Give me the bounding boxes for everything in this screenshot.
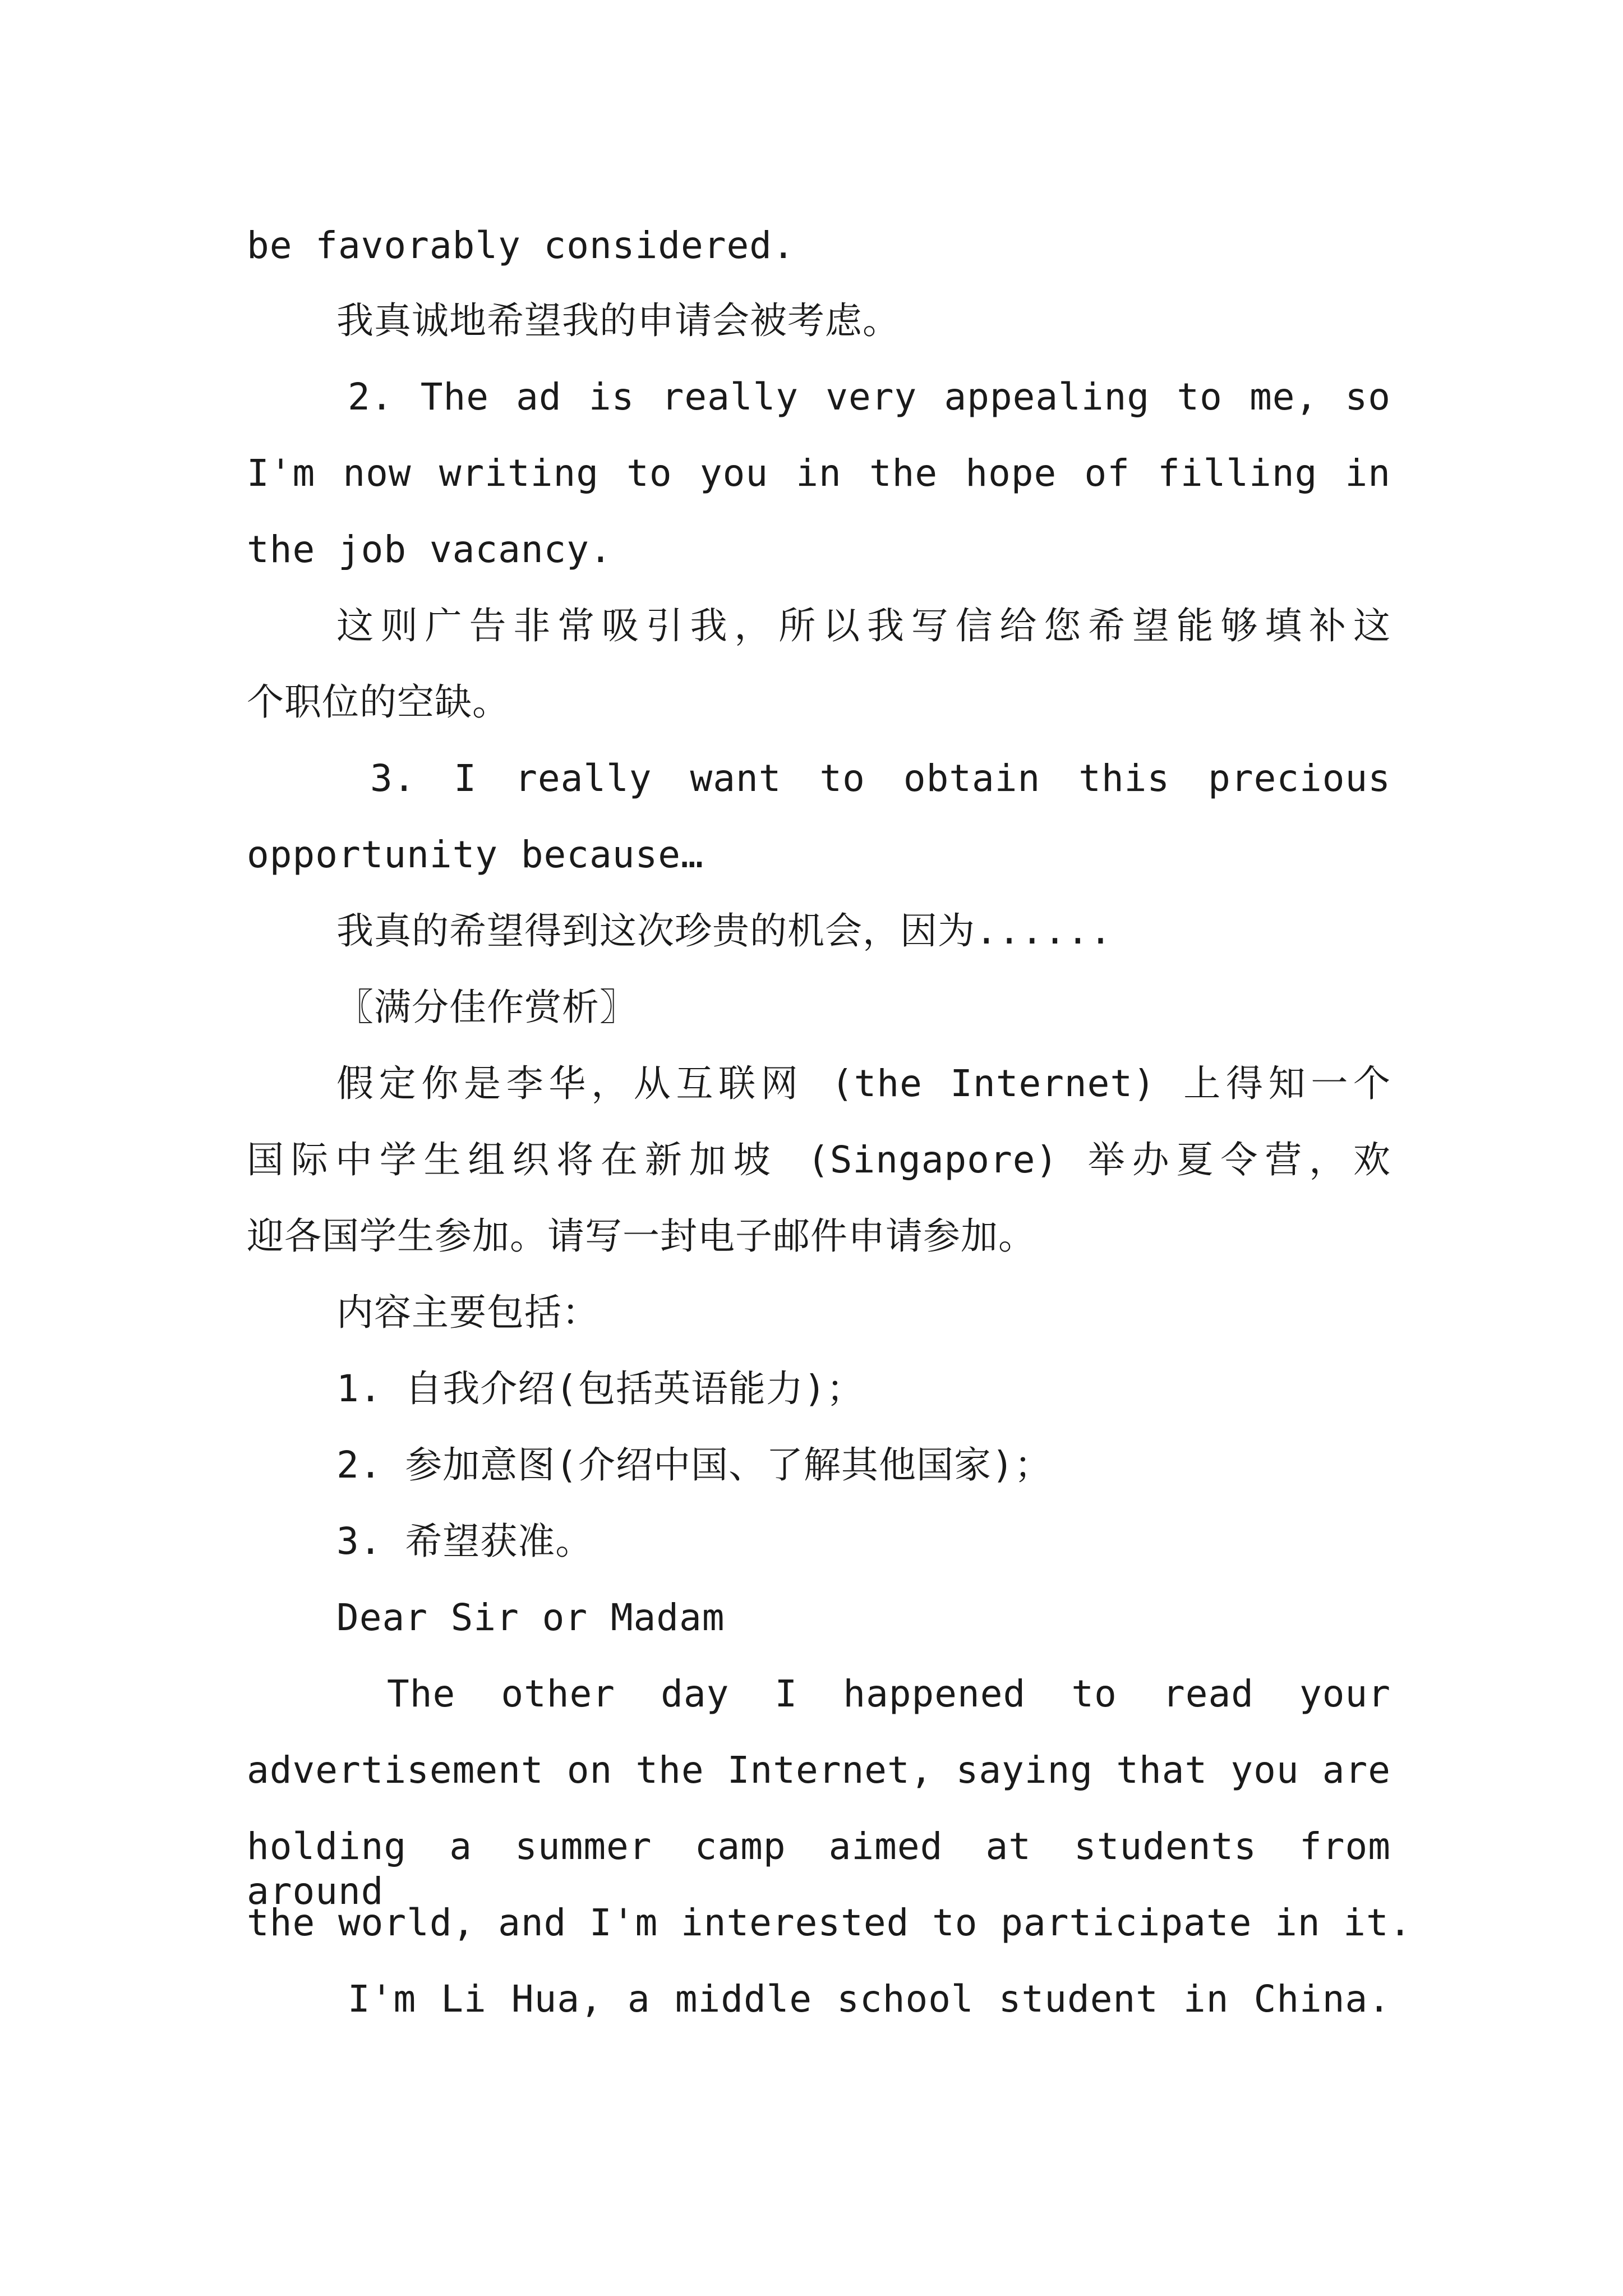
- text-line: 3. I really want to obtain this precious: [370, 757, 1391, 800]
- text-line: 2. The ad is really very appealing to me, so: [348, 375, 1391, 418]
- list-item: 2. 参加意图(介绍中国、了解其他国家)；: [336, 1443, 1052, 1487]
- text-line: 国际中学生组织将在新加坡 (Singapore) 举办夏令营，欢: [247, 1138, 1391, 1181]
- text-line: The other day I happened to read your: [387, 1672, 1391, 1715]
- text-line: 假定你是李华，从互联网 (the Internet) 上得知一个: [336, 1062, 1391, 1105]
- text-line: 迎各国学生参加。请写一封电子邮件申请参加。: [247, 1214, 1036, 1258]
- text-line: 这则广告非常吸引我，所以我写信给您希望能够填补这: [336, 604, 1391, 647]
- text-line: I'm Li Hua, a middle school student in China.: [348, 1977, 1391, 2021]
- text-line: 我真诚地希望我的申请会被考虑。: [336, 299, 900, 342]
- text-line: the job vacancy.: [247, 528, 612, 571]
- letter-salutation: Dear Sir or Madam: [336, 1596, 725, 1639]
- text-line: 个职位的空缺。: [247, 680, 510, 724]
- text-line: advertisement on the Internet, saying that you are: [247, 1749, 1391, 1792]
- text-line: I'm now writing to you in the hope of filling in: [247, 452, 1391, 495]
- text-line: 内容主要包括：: [336, 1291, 600, 1334]
- section-heading: 〖满分佳作赏析〗: [336, 986, 637, 1029]
- list-item: 1. 自我介绍(包括英语能力)；: [336, 1367, 864, 1410]
- text-line: opportunity because…: [247, 833, 704, 876]
- list-item: 3. 希望获准。: [336, 1520, 593, 1563]
- text-line: the world, and I'm interested to participate in it.: [247, 1901, 1412, 1944]
- text-line: 我真的希望得到这次珍贵的机会，因为......: [336, 909, 1113, 953]
- text-line: holding a summer camp aimed at students from around: [247, 1825, 1391, 1913]
- text-line: be favorably considered.: [247, 224, 795, 267]
